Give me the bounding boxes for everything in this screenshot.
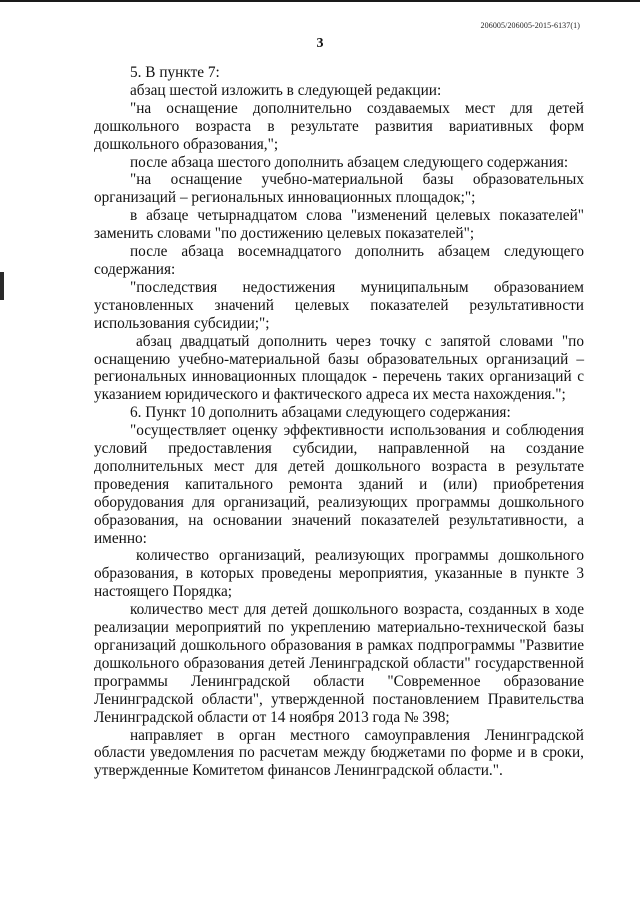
scan-edge-mark: [0, 272, 4, 300]
paragraph: после абзаца восемнадцатого дополнить абзацем следующего содержания:: [94, 243, 584, 278]
paragraph: "осуществляет оценку эффективности использования и соблюдения условий предоставления субсидии, направленной на создание дополнительных мест для детей дошкольного возраста в результате проведения капитального ремонта зданий и (или) приобретения оборудования для организаций, реализующих программы дошкольного образования, на основании значений показателей результативности, а именно:: [94, 422, 584, 547]
paragraph: "на оснащение учебно-материальной базы образовательных организаций – региональных инновационных площадок;";: [94, 171, 584, 207]
paragraph: абзац шестой изложить в следующей редакции:: [130, 81, 442, 99]
paragraph: 5. В пункте 7:: [130, 64, 220, 81]
document-number: 206005/206005-2015-6137(1): [480, 21, 580, 30]
paragraph: "последствия недостижения муниципальным образованием установленных значений целевых показателей результативности использования субсидии;";: [94, 278, 584, 332]
paragraph: в абзаце четырнадцатом слова "изменений целевых показателей" заменить словами "по достижению целевых показателей";: [94, 207, 584, 243]
paragraph: количество организаций, реализующих программы дошкольного образования, в которых проведены мероприятия, указанные в пункте 3 настоящего Порядка;: [94, 547, 584, 601]
page-number: 3: [316, 36, 324, 51]
paragraph: количество мест для детей дошкольного возраста, созданных в ходе реализации мероприятий по укреплению материально-технической базы организаций дошкольного образования в рамках подпрограммы "Развитие дошкольного образования детей Ленинградской области" государственной программы Ленинградской области "Современное образование Ленинградской области", утвержденной постановлением Правительства Ленинградской области от 14 ноября 2013 года № 398;: [94, 601, 584, 726]
paragraph: направляет в орган местного самоуправления Ленинградской области уведомления по расчетам между бюджетами по форме и в сроки, утвержденные Комитетом финансов Ленинградской области.".: [94, 726, 584, 780]
paragraph: после абзаца шестого дополнить абзацем следующего содержания:: [130, 153, 569, 171]
paragraph: 6. Пункт 10 дополнить абзацами следующего содержания:: [130, 404, 511, 422]
scan-top-border: [0, 0, 640, 2]
paragraph: "на оснащение дополнительно создаваемых мест для детей дошкольного возраста в результате развития вариативных форм дошкольного образования,";: [94, 99, 584, 153]
paragraph: абзац двадцатый дополнить через точку с запятой словами "по оснащению учебно-материальной базы образовательных организаций – региональных инновационных площадок - перечень таких организаций с указанием юридического и фактического адреса их места нахождения.";: [94, 332, 584, 404]
document-body: [94, 64, 584, 780]
